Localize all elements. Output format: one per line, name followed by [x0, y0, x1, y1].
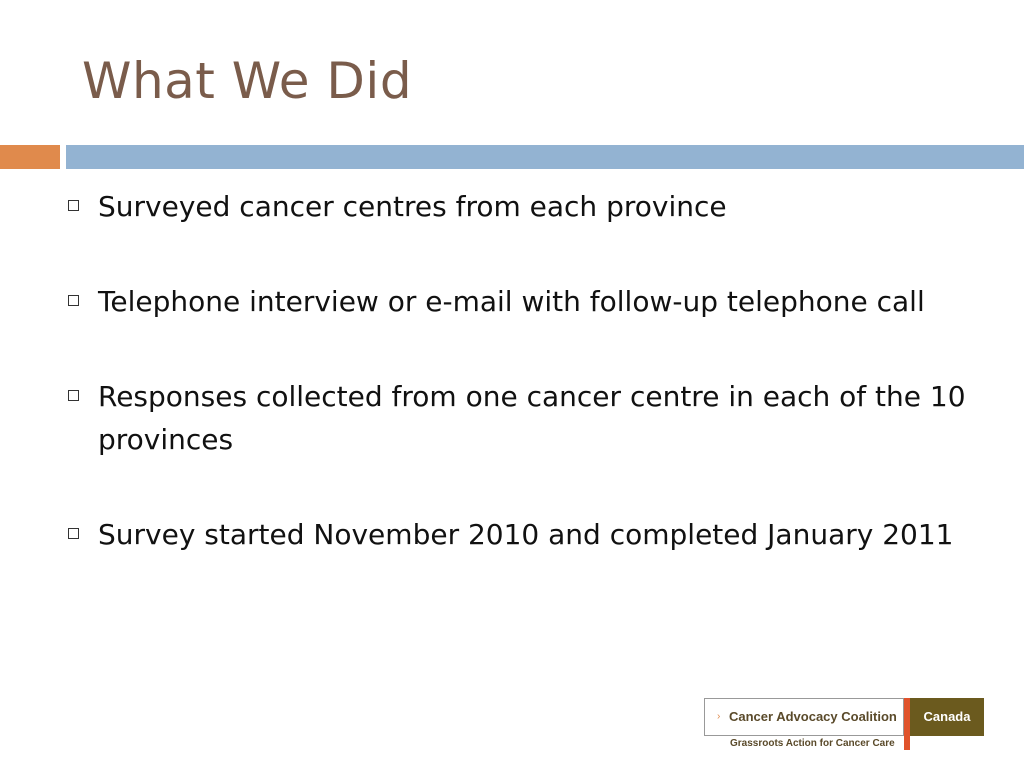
logo-name: Cancer Advocacy Coalition — [729, 709, 897, 724]
title-rule-blue — [66, 145, 1024, 169]
logo-country: Canada — [923, 709, 971, 724]
bullet-text: Telephone interview or e-mail with follow-up telephone call — [98, 285, 925, 318]
bullet-item — [62, 280, 982, 323]
bullet-text: Survey started November 2010 and completed January 2011 — [98, 518, 954, 551]
logo-arrow-icon: › — [717, 711, 721, 722]
hollow-square-icon — [68, 528, 79, 539]
hollow-square-icon — [68, 295, 79, 306]
hollow-square-icon — [68, 390, 79, 401]
bullet-text: Responses collected from one cancer centre in each of the 10 provinces — [98, 380, 966, 456]
logo-name-box — [704, 698, 904, 736]
bullet-item — [62, 513, 982, 556]
bullet-list — [62, 185, 982, 608]
title-rule-orange — [0, 145, 60, 169]
logo-country-box — [910, 698, 984, 736]
logo-tagline: Grassroots Action for Cancer Care — [730, 738, 895, 749]
bullet-text: Surveyed cancer centres from each province — [98, 190, 727, 223]
bullet-item — [62, 375, 982, 461]
bullet-item — [62, 185, 982, 228]
slide-title: What We Did — [82, 52, 413, 110]
organization-logo — [704, 698, 984, 750]
hollow-square-icon — [68, 200, 79, 211]
